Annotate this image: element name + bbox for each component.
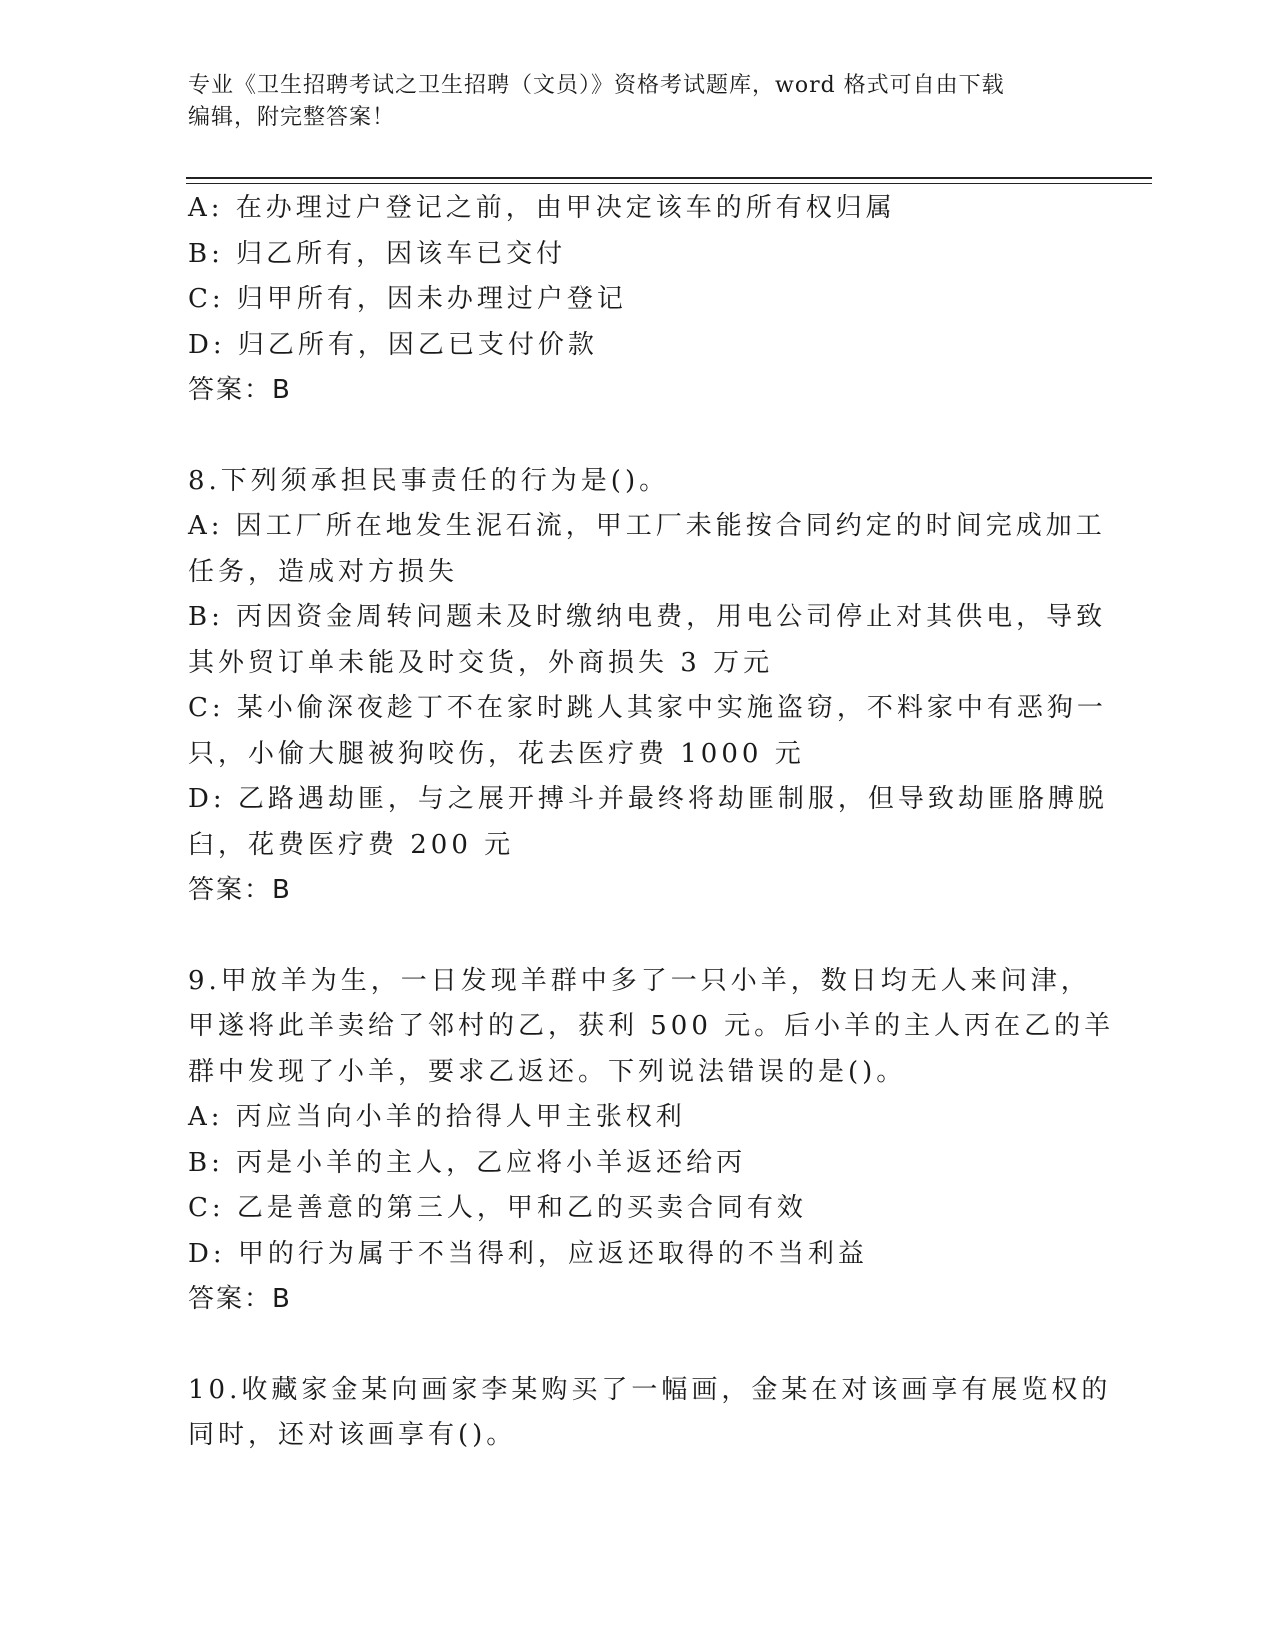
question-stem-continued: 同时，还对该画享有()。 bbox=[188, 1420, 517, 1450]
question-9-block bbox=[188, 959, 1115, 1323]
option-a: A: 因工厂所在地发生泥石流，甲工厂未能按合同约定的时间完成加工 bbox=[188, 511, 1106, 541]
question-stem-continued: 群中发现了小羊，要求乙返还。下列说法错误的是()。 bbox=[188, 1056, 907, 1087]
option-a-continued: 任务，造成对方损失 bbox=[188, 556, 459, 587]
option-a: A: 在办理过户登记之前，由甲决定该车的所有权归属 bbox=[188, 193, 896, 223]
option-c: C: 乙是善意的第三人，甲和乙的买卖合同有效 bbox=[188, 1193, 807, 1223]
question-8-block bbox=[188, 459, 1108, 914]
option-b: B: 归乙所有，因该车已交付 bbox=[188, 238, 567, 269]
option-d: D: 归乙所有，因乙已支付价款 bbox=[188, 329, 598, 360]
header-line-2: 编辑，附完整答案！ bbox=[188, 105, 396, 130]
question-10-block bbox=[188, 1368, 1112, 1459]
option-c-continued: 只，小偷大腿被狗咬伤，花去医疗费 1000 元 bbox=[188, 738, 805, 769]
answer-line: 答案：B bbox=[188, 875, 292, 905]
question-stem: 9.甲放羊为生，一日发现羊群中多了一只小羊，数日均无人来问津， bbox=[188, 965, 1091, 996]
option-b-continued: 其外贸订单未能及时交货，外商损失 3 万元 bbox=[188, 647, 774, 678]
document-body bbox=[188, 186, 1115, 1459]
document-header bbox=[188, 70, 1088, 134]
question-stem: 8.下列须承担民事责任的行为是()。 bbox=[188, 465, 670, 496]
answer-line: 答案：B bbox=[188, 1284, 292, 1314]
header-rule-thick bbox=[186, 177, 1152, 179]
option-b: B: 丙是小羊的主人，乙应将小羊返还给丙 bbox=[188, 1147, 747, 1178]
option-d: D: 甲的行为属于不当得利，应返还取得的不当利益 bbox=[188, 1238, 868, 1269]
option-c: C: 某小偷深夜趁丁不在家时跳人其家中实施盗窃，不料家中有恶狗一 bbox=[188, 693, 1107, 723]
question-stem-continued: 甲遂将此羊卖给了邻村的乙，获利 500 元。后小羊的主人丙在乙的羊 bbox=[188, 1011, 1115, 1041]
answer-line: 答案：B bbox=[188, 375, 292, 405]
option-a: A: 丙应当向小羊的拾得人甲主张权利 bbox=[188, 1102, 686, 1132]
header-line-1: 专业《卫生招聘考试之卫生招聘（文员）》资格考试题库，word 格式可自由下载 bbox=[188, 73, 1005, 98]
question-stem: 10.收藏家金某向画家李某购买了一幅画，金某在对该画享有展览权的 bbox=[188, 1374, 1112, 1405]
option-c: C: 归甲所有，因未办理过户登记 bbox=[188, 284, 627, 314]
header-rule-thin bbox=[186, 183, 1152, 184]
option-d-continued: 臼，花费医疗费 200 元 bbox=[188, 829, 515, 860]
option-d: D: 乙路遇劫匪，与之展开搏斗并最终将劫匪制服，但导致劫匪胳膊脱 bbox=[188, 784, 1108, 814]
option-b: B: 丙因资金周转问题未及时缴纳电费，用电公司停止对其供电，导致 bbox=[188, 602, 1107, 632]
question-7-block bbox=[188, 186, 1088, 414]
